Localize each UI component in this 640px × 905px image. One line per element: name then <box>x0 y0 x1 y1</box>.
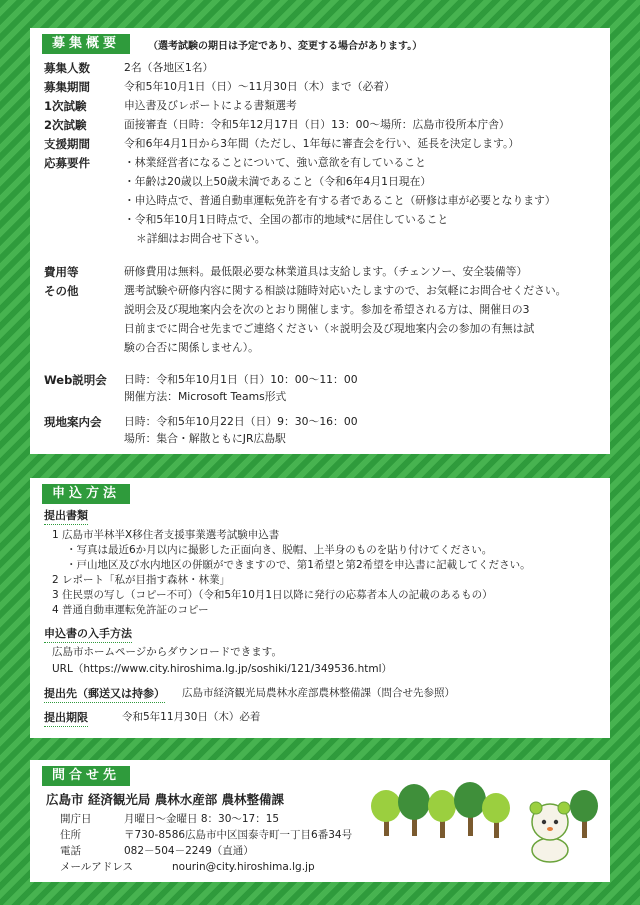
label-documents: 提出書類 <box>44 508 88 525</box>
recruitment-overview-panel <box>30 28 610 454</box>
obtain-line: 広島市ホームページからダウンロードできます。 <box>52 646 282 658</box>
contact-panel <box>30 760 610 882</box>
label-office-hours: 開庁日 <box>60 813 92 825</box>
tree-icon <box>570 790 598 838</box>
label-web-session: Web説明会 <box>44 373 107 387</box>
value-address: 〒730-8586広島市中区国泰寺町一丁目6番34号 <box>124 829 353 841</box>
other-line: 説明会及び現地案内会を次のとおり開催します。参加を希望される方は、開催日の3 <box>124 303 530 316</box>
application-header: 申込方法 <box>42 484 130 504</box>
value-first-exam: 申込書及びレポートによる書類選考 <box>124 99 297 112</box>
label-submit-to: 提出先（郵送又は持参） <box>44 686 165 703</box>
requirement-line: ・林業経営者になることについて、強い意欲を有していること <box>124 156 426 169</box>
other-line: 験の合否に関係しません）。 <box>124 341 259 354</box>
recruitment-header: 募集概要 <box>42 34 130 54</box>
value-support-period: 令和6年4月1日から3年間（ただし、1年毎に審査会を行い、延長を決定します。） <box>124 137 520 150</box>
requirement-note: ＊詳細はお問合せ下さい。 <box>136 232 266 245</box>
value-email[interactable]: nourin@city.hiroshima.lg.jp <box>172 861 315 873</box>
label-address: 住所 <box>60 829 81 841</box>
document-subitem: ・写真は最近6か月以内に撮影した正面向き、脱帽、上半身のものを貼り付けてください。 <box>66 544 493 556</box>
web-session-line: 日時：令和5年10月1日（日）10：00～11：00 <box>124 373 358 386</box>
obtain-url[interactable]: URL（https://www.city.hiroshima.lg.jp/soshiki/121/349536.html） <box>52 663 393 675</box>
label-deadline: 提出期限 <box>44 710 88 727</box>
site-tour-line: 場所：集合・解散ともにJR広島駅 <box>124 432 286 445</box>
value-office-hours: 月曜日～金曜日 8：30～17：15 <box>124 813 280 825</box>
label-phone: 電話 <box>60 845 81 857</box>
value-second-exam: 面接審査（日時：令和5年12月17日（日）13：00～場所：広島市役所本庁舎） <box>124 118 510 131</box>
value-deadline: 令和5年11月30日（木）必着 <box>122 711 261 723</box>
other-line: 日前までに問合せ先までご連絡ください（＊説明会及び現地案内会の参加の有無は試 <box>124 322 535 335</box>
requirement-line: ・申込時点で、普通自動車運転免許を有する者であること（研修は車が必要となります） <box>124 194 556 207</box>
value-cost: 研修費用は無料。最低限必要な林業道具は支給します。（チェンソー、安全装備等） <box>124 265 528 278</box>
contact-office: 広島市 経済観光局 農林水産部 農林整備課 <box>46 792 285 807</box>
recruitment-header-note: （選考試験の期日は予定であり、変更する場合があります。） <box>148 41 423 52</box>
document-item: 1 広島市半林半X移住者支援事業選考試験申込書 <box>52 529 280 541</box>
tree-icon <box>428 790 456 838</box>
tree-icon <box>454 782 486 836</box>
label-site-tour: 現地案内会 <box>44 415 102 429</box>
label-requirements: 応募要件 <box>44 156 90 170</box>
document-subitem: ・戸山地区及び水内地区の併願ができますので、第1希望と第2希望を申込書に記載してください。 <box>66 559 531 571</box>
application-method-panel <box>30 478 610 738</box>
label-second-exam: 2次試験 <box>44 118 87 132</box>
value-capacity: 2名（各地区1名） <box>124 61 214 74</box>
label-cost: 費用等 <box>44 265 79 279</box>
requirement-line: ・年齢は20歳以上50歳未満であること（令和6年4月1日現在） <box>124 175 432 188</box>
label-obtain-form: 申込書の入手方法 <box>44 626 132 643</box>
label-email: メールアドレス <box>60 861 133 873</box>
tree-icon <box>371 790 401 836</box>
site-tour-line: 日時：令和5年10月22日（日）9：30～16：00 <box>124 415 358 428</box>
contact-header: 問合せ先 <box>42 766 130 786</box>
document-item: 2 レポート「私が目指す森林・林業」 <box>52 574 231 586</box>
label-capacity: 募集人数 <box>44 61 90 75</box>
document-item: 4 普通自動車運転免許証のコピー <box>52 604 209 616</box>
other-line: 選考試験や研修内容に関する相談は随時対応いたしますので、お気軽にお問合せください。 <box>124 284 567 297</box>
label-first-exam: 1次試験 <box>44 99 87 113</box>
label-period: 募集期間 <box>44 80 90 94</box>
requirement-line: ・令和5年10月1日時点で、全国の都市的地域*に居住していること <box>124 213 449 226</box>
label-support-period: 支援期間 <box>44 137 90 151</box>
mascot-icon <box>530 802 570 862</box>
value-period: 令和5年10月1日（日）～11月30日（木）まで（必着） <box>124 80 395 93</box>
forest-mascot-illustration <box>370 778 600 868</box>
web-session-line: 開催方法：Microsoft Teams形式 <box>124 390 287 403</box>
value-submit-to: 広島市経済観光局農林水産部農林整備課（問合せ先参照） <box>182 687 455 699</box>
label-other: その他 <box>44 284 79 298</box>
tree-icon <box>398 784 430 836</box>
value-phone: 082－504－2249（直通） <box>124 845 254 857</box>
document-item: 3 住民票の写し（コピー不可）（令和5年10月1日以降に発行の応募者本人の記載のあるもの） <box>52 589 493 601</box>
tree-icon <box>482 793 510 838</box>
